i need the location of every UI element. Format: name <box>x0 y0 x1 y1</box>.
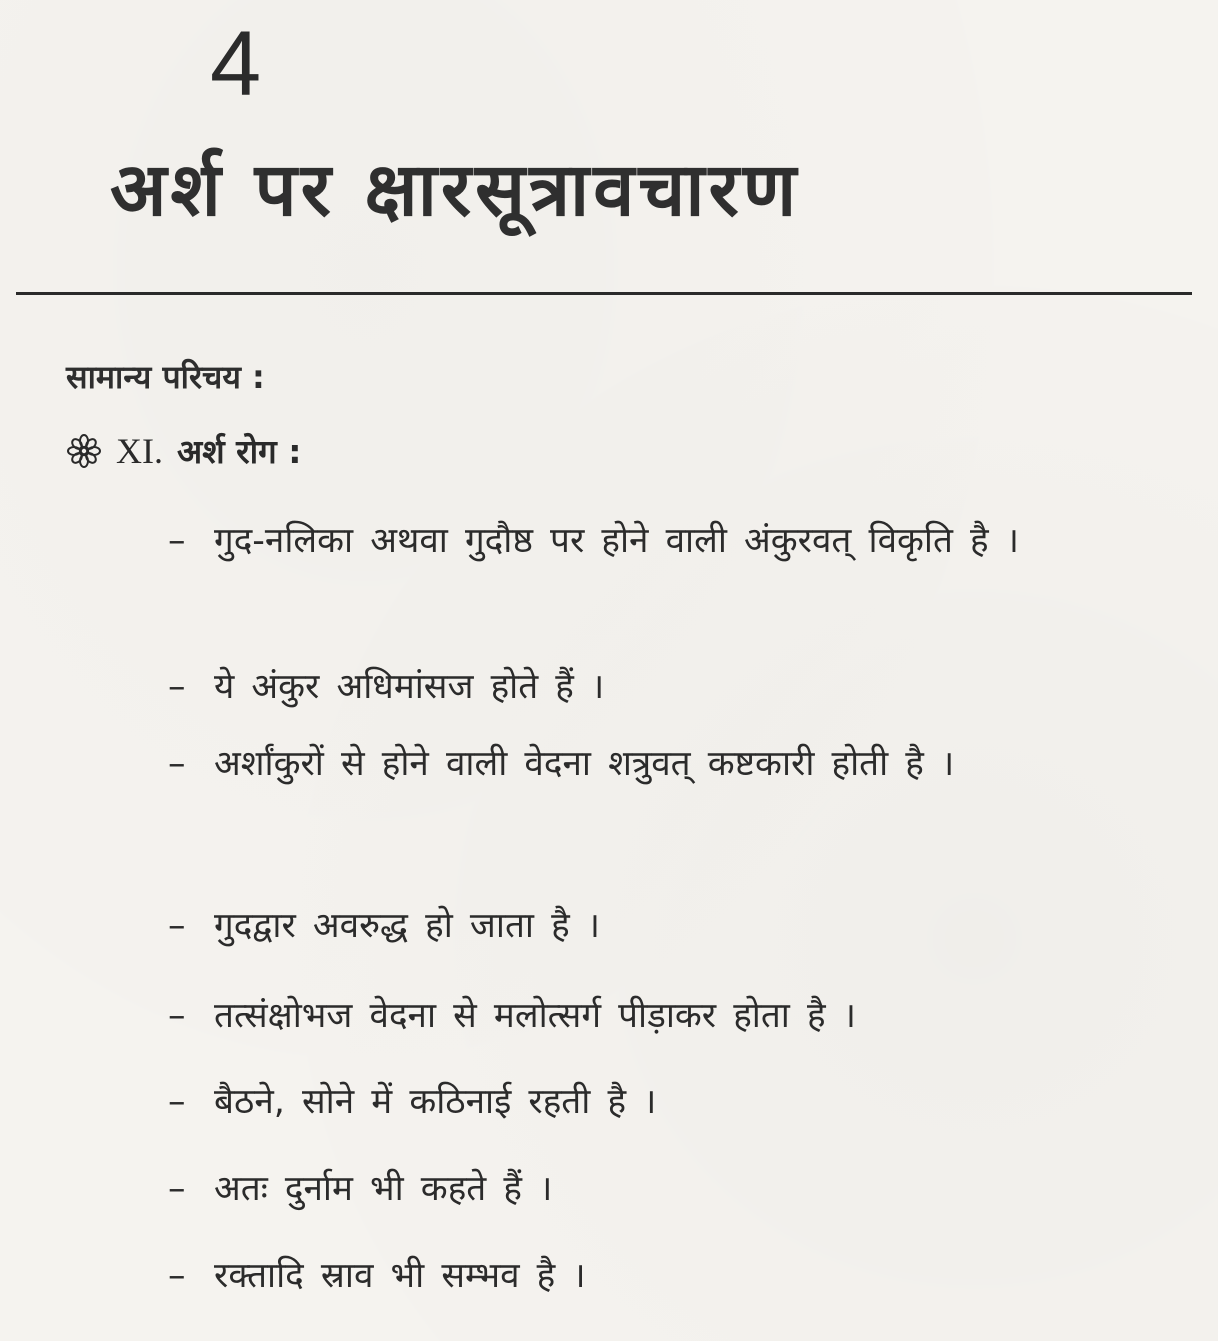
list-item-text: ये अंकुर अधिमांसज होते हैं । <box>214 667 605 707</box>
list-item-text: गुदद्वार अवरुद्ध हो जाता है । <box>214 906 601 946</box>
chapter-title: अर्श पर क्षारसूत्रावचारण <box>110 147 801 233</box>
dash-marker: – <box>168 521 186 561</box>
dash-marker: – <box>168 996 186 1036</box>
list-item <box>168 728 1168 801</box>
dash-marker: – <box>168 744 186 784</box>
section-heading: सामान्य परिचय : <box>66 358 265 396</box>
list-item <box>168 1153 1168 1226</box>
list-item-text: बैठने, सोने में कठिनाई रहती है । <box>214 1082 657 1122</box>
list-item <box>168 651 1168 724</box>
list-item <box>168 1240 1168 1313</box>
list-item <box>168 890 1168 963</box>
list-item <box>168 505 1168 578</box>
subheading-label: अर्श रोग : <box>177 432 302 471</box>
dash-marker: – <box>168 1256 186 1296</box>
subheading-number: XI. <box>116 430 163 471</box>
list-item-text: अर्शांकुरों से होने वाली वेदना शत्रुवत् कष्टकारी होती है । <box>214 744 955 784</box>
list-item <box>168 1066 1168 1139</box>
list-item-text: अतः दुर्नाम भी कहते हैं । <box>214 1169 553 1209</box>
dash-marker: – <box>168 1082 186 1122</box>
list-item-text: तत्संक्षोभज वेदना से मलोत्सर्ग पीड़ाकर होता है । <box>214 996 856 1036</box>
list-item-text: रक्तादि स्राव भी सम्भव है । <box>214 1256 586 1296</box>
dash-marker: – <box>168 1169 186 1209</box>
dash-marker: – <box>168 667 186 707</box>
chapter-number: 4 <box>210 13 262 115</box>
list-item-text: गुद-नलिका अथवा गुदौष्ठ पर होने वाली अंकुरवत् विकृति है । <box>214 521 1020 561</box>
dash-marker: – <box>168 906 186 946</box>
list-item <box>168 980 1168 1053</box>
